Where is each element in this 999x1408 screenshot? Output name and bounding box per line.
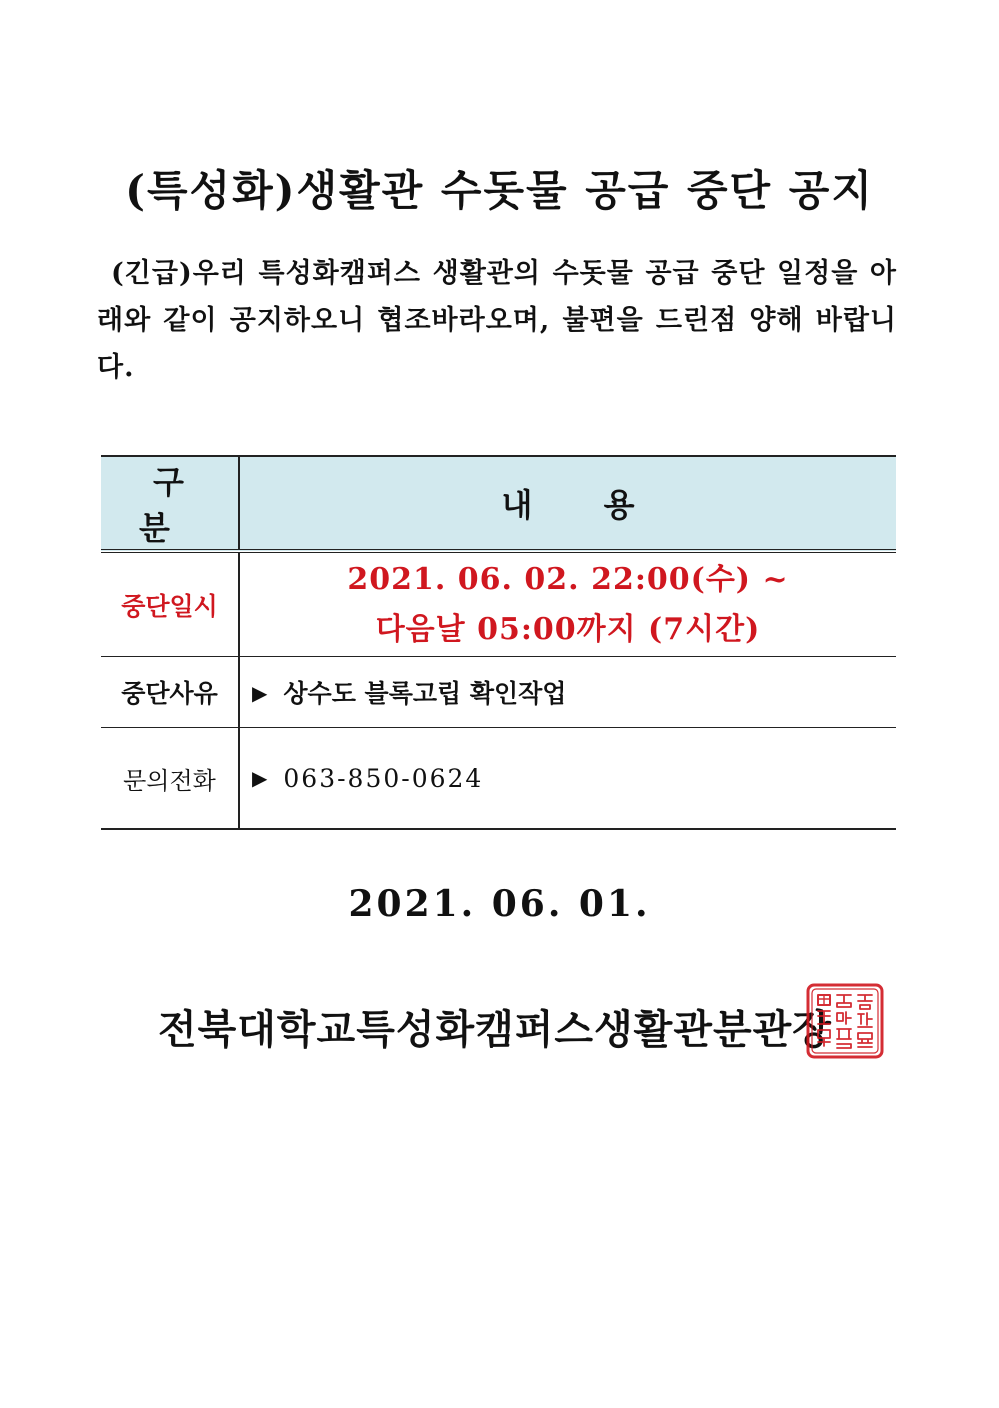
contact-phone: 063-850-0624	[283, 763, 484, 793]
notice-intro: (긴급)우리 특성화캠퍼스 생활관의 수돗물 공급 중단 일정을 아래와 같이 공지하오니 협조바라오며, 불편을 드린점 양해 바랍니다.	[97, 258, 897, 383]
table-row-schedule	[101, 551, 896, 657]
reason-text: 상수도 블록고립 확인작업	[283, 679, 567, 708]
notice-table	[101, 455, 896, 830]
contact-label: 문의전화	[101, 728, 239, 830]
table-row-reason	[101, 657, 896, 728]
schedule-value	[239, 551, 896, 657]
header-content: 내 용	[239, 456, 896, 551]
triangle-bullet-icon: ▶	[252, 765, 268, 790]
issue-date: 2021. 06. 01.	[348, 883, 651, 925]
reason-label: 중단사유	[101, 657, 239, 728]
schedule-line-end: 다음날 05:00까지 (7시간)	[375, 611, 761, 647]
schedule-label: 중단일시	[101, 551, 239, 657]
schedule-line-start: 2021. 06. 02. 22:00(수) ~	[347, 561, 789, 597]
contact-value	[239, 728, 896, 830]
header-category: 구 분	[101, 456, 239, 551]
issuer-signature: 전북대학교특성화캠퍼스생활관분관장	[158, 1006, 832, 1053]
official-seal-stamp-icon	[806, 983, 884, 1059]
table-header-row	[101, 456, 896, 551]
triangle-bullet-icon: ▶	[252, 681, 268, 705]
notice-title: (특성화)생활관 수돗물 공급 중단 공지	[125, 166, 874, 215]
table-row-contact	[101, 728, 896, 830]
reason-value	[239, 657, 896, 728]
